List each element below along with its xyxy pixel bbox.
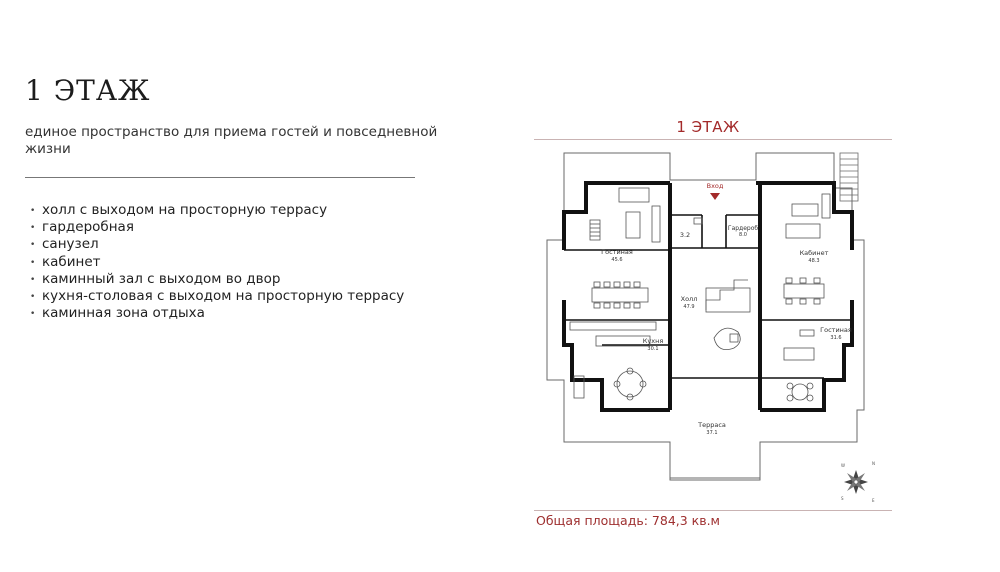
bullet-icon: • xyxy=(30,274,36,285)
page-subtitle: единое пространство для приема гостей и повседневной жизни xyxy=(25,124,438,157)
terrace-bay-outline xyxy=(670,442,760,478)
total-area: Общая площадь: 784,3 кв.м xyxy=(536,513,720,528)
bullet-icon: • xyxy=(30,223,36,234)
compass-label: W xyxy=(841,463,845,468)
list-item xyxy=(30,254,404,271)
bullet-icon: • xyxy=(30,257,36,268)
room-name: Терраса xyxy=(698,421,726,429)
bullet-icon: • xyxy=(30,206,36,216)
bullet-icon: • xyxy=(30,240,36,251)
floor-plan xyxy=(534,140,892,510)
room-area: 3.2 xyxy=(679,231,691,239)
room-area: 31.6 xyxy=(830,335,842,341)
compass-label: E xyxy=(872,498,875,503)
room-area: 37.1 xyxy=(706,430,718,436)
room-area: 47.9 xyxy=(683,304,695,310)
list-item-text: каминная зона отдыха xyxy=(42,305,205,322)
room-name: Гардероб xyxy=(727,225,759,232)
entrance-arrow-icon xyxy=(710,193,720,200)
page-title: 1 ЭТАЖ xyxy=(25,74,151,107)
list-item-text: санузел xyxy=(42,236,99,253)
room-name: Кухня xyxy=(642,337,664,345)
list-item xyxy=(30,236,404,253)
list-item xyxy=(30,305,404,322)
feature-list xyxy=(30,202,404,322)
room-area: 8.0 xyxy=(739,232,747,238)
room-name: Гостиная xyxy=(601,248,633,256)
kitchen-furniture xyxy=(570,322,659,400)
list-item xyxy=(30,202,404,219)
compass-label: S xyxy=(841,496,844,501)
structural-walls xyxy=(564,183,852,410)
bullet-icon: • xyxy=(30,292,36,303)
compass-label: N xyxy=(872,461,875,466)
room-area: 30.1 xyxy=(647,346,659,352)
list-item xyxy=(30,271,404,288)
list-item xyxy=(30,288,404,305)
hall-furniture xyxy=(706,280,750,350)
compass-rose-icon xyxy=(844,470,868,494)
room-name: Гостиная xyxy=(820,326,852,334)
plan-bottom-rule xyxy=(534,510,892,511)
toilet-icon xyxy=(694,218,702,224)
partition-walls xyxy=(564,215,852,378)
exterior-stairs xyxy=(840,153,858,201)
list-item-text: гардеробная xyxy=(42,219,134,236)
plan-title: 1 ЭТАЖ xyxy=(676,118,740,136)
room-name: Холл xyxy=(680,295,698,303)
list-item-text: кухня-столовая с выходом на просторную террасу xyxy=(42,288,405,305)
room-name: Кабинет xyxy=(799,249,829,257)
room-area: 45.6 xyxy=(611,257,623,263)
list-item-text: кабинет xyxy=(42,253,101,270)
entrance-label: Вход xyxy=(706,182,724,190)
list-item-text: холл с выходом на просторную террасу xyxy=(42,202,328,218)
room-area: 48.3 xyxy=(808,258,820,264)
divider xyxy=(25,177,415,178)
living-right-furniture xyxy=(784,330,814,401)
list-item-text: каминный зал с выходом во двор xyxy=(42,270,281,287)
list-item xyxy=(30,219,404,236)
bullet-icon: • xyxy=(30,309,36,320)
